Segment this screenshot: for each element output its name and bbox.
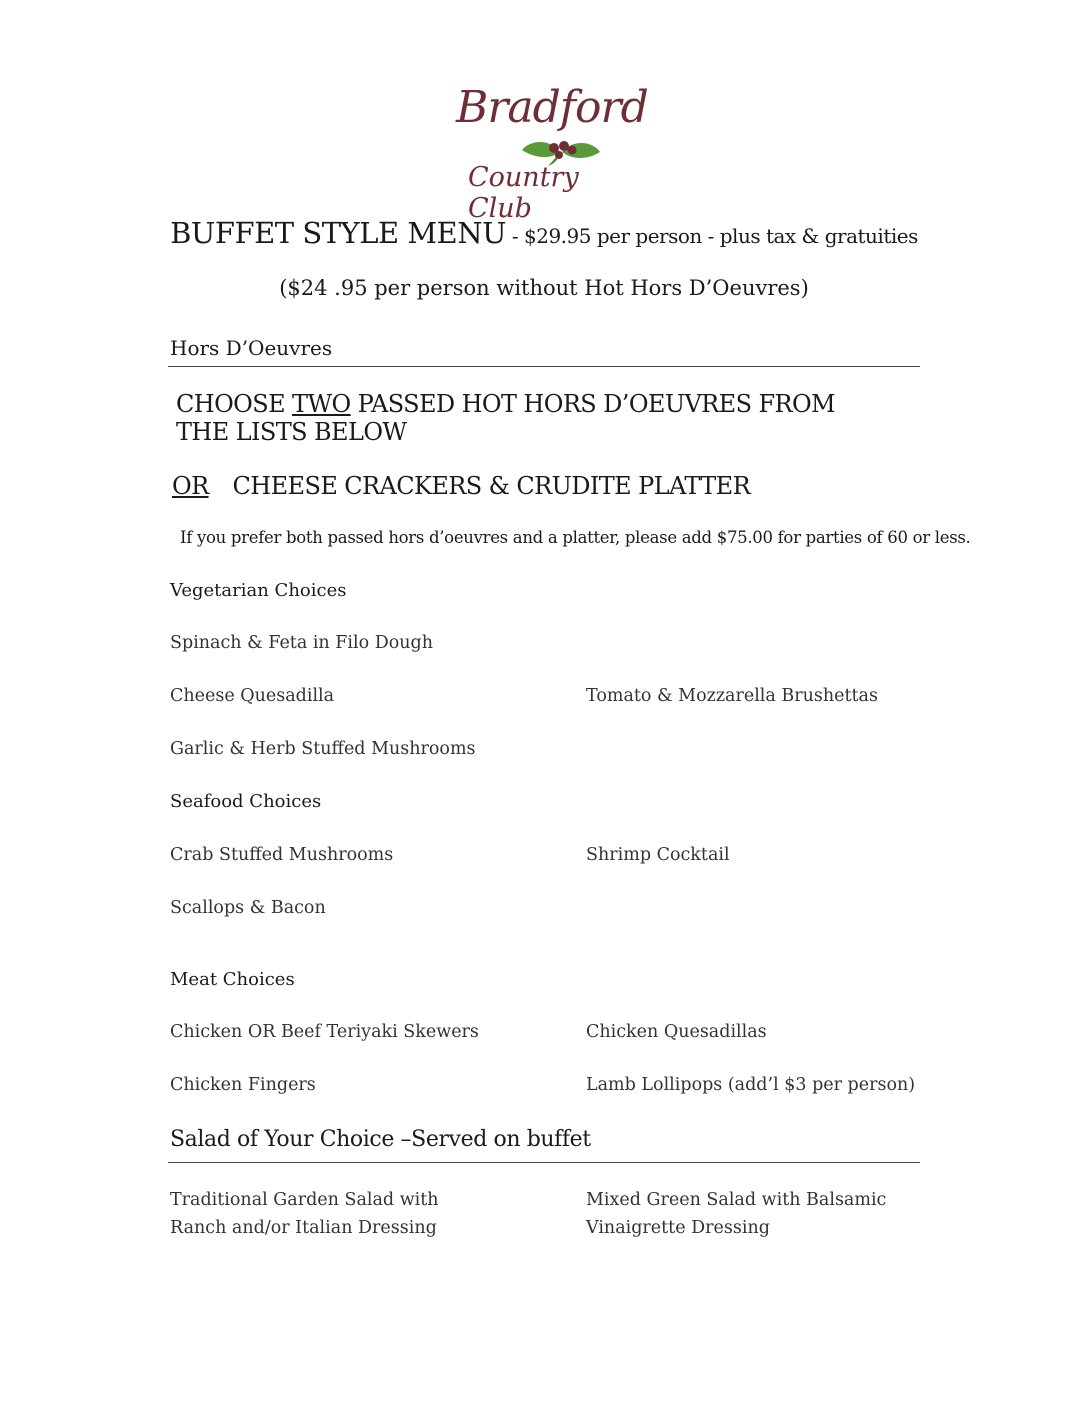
page-title [0, 216, 1088, 250]
logo-subname: Country Club [468, 162, 579, 224]
menu-item: Scallops & Bacon [170, 898, 326, 918]
page-subtitle: ($24 .95 per person without Hot Hors D’Oeuvres) [279, 276, 809, 300]
choose-pre: CHOOSE [176, 390, 293, 418]
meat-heading: Meat Choices [170, 969, 295, 990]
choose-count: TWO [292, 390, 351, 418]
choose-post: PASSED HOT HORS D’OEUVRES FROM THE LISTS BELOW [176, 390, 836, 446]
menu-item: Lamb Lollipops (add’l $3 per person) [586, 1075, 916, 1095]
or-label: OR [172, 472, 209, 500]
menu-item: Chicken Fingers [170, 1075, 316, 1095]
title-price: - $29.95 per person - plus tax & gratuities [506, 224, 918, 248]
menu-item: Tomato & Mozzarella Brushettas [586, 686, 878, 706]
seafood-heading: Seafood Choices [170, 791, 322, 812]
hors-heading: Hors D’Oeuvres [170, 336, 333, 360]
vegetarian-heading: Vegetarian Choices [170, 580, 347, 601]
divider [168, 366, 920, 367]
divider [168, 1162, 920, 1163]
choose-instruction [176, 390, 876, 446]
menu-item: Chicken OR Beef Teriyaki Skewers [170, 1022, 479, 1042]
menu-item: Chicken Quesadillas [586, 1022, 767, 1042]
club-logo [452, 82, 648, 224]
menu-item: Shrimp Cocktail [586, 845, 730, 865]
menu-item: Spinach & Feta in Filo Dough [170, 633, 434, 653]
pricing-note: If you prefer both passed hors d’oeuvres and a platter, please add $75.00 for parties of 60 or less. [180, 528, 971, 547]
menu-item: Crab Stuffed Mushrooms [170, 845, 394, 865]
menu-item: Cheese Quesadilla [170, 686, 335, 706]
or-option [172, 472, 750, 500]
title-main: BUFFET STYLE MENU [170, 216, 507, 250]
logo-name: Bradford [456, 82, 648, 133]
platter-option: CHEESE CRACKERS & CRUDITE PLATTER [232, 472, 751, 500]
salad-heading: Salad of Your Choice –Served on buffet [170, 1127, 591, 1152]
menu-item: Garlic & Herb Stuffed Mushrooms [170, 739, 476, 759]
menu-item: Mixed Green Salad with Balsamic Vinaigrette Dressing [586, 1190, 887, 1238]
menu-item: Traditional Garden Salad with Ranch and/or Italian Dressing [170, 1190, 439, 1238]
